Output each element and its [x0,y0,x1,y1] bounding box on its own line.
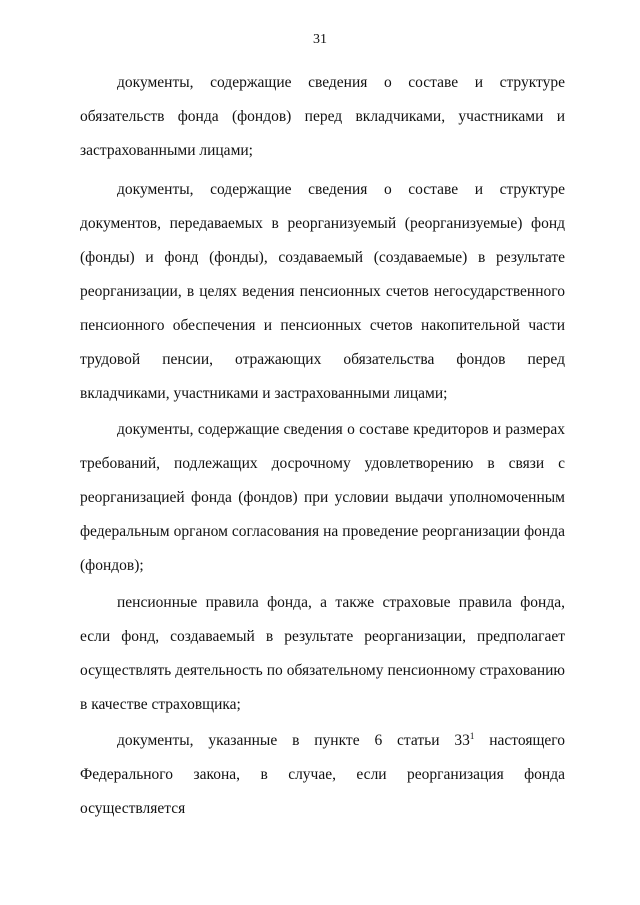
paragraph-creditors-documents: документы, содержащие сведения о составе кредиторов и размерах требований, подлежащих досрочному удовлетворению в связи с реорганизацией фонда (фондов) при условии выдачи уполномоченным федеральным органом согласования на проведение реорганизации фонда (фондов); [80,421,565,574]
article-superscript: 1 [469,730,475,741]
paragraph-obligations-documents: документы, содержащие сведения о составе и структуре обязательств фонда (фондов) перед вкладчиками, участниками и застрахованными лицами; [80,74,565,159]
page-number: 31 [313,32,327,47]
article-reference-text-before: документы, указанные в пункте 6 статьи 33 [117,732,470,749]
paragraph-article-reference [80,724,565,826]
paragraph-pension-rules: пенсионные правила фонда, а также страховые правила фонда, если фонд, создаваемый в результате реорганизации, предполагает осуществлять деятельность по обязательному пенсионному страхованию в качестве страховщика; [80,594,565,713]
article-reference-text-after: настоящего Федерального закона, в случае, если реорганизация фонда осуществляется [80,732,565,817]
paragraph-transferred-documents: документы, содержащие сведения о составе и структуре документов, передаваемых в реорганизуемый (реорганизуемые) фонд (фонды) и фонд (фонды), создаваемый (создаваемые) в результате реорганизации, в целях ведения пенсионных счетов негосударственного пенсионного обеспечения и пенсионных счетов накопительной части трудовой пенсии, отражающих обязательства фондов перед вкладчиками, участниками и застрахованными лицами; [80,181,565,402]
